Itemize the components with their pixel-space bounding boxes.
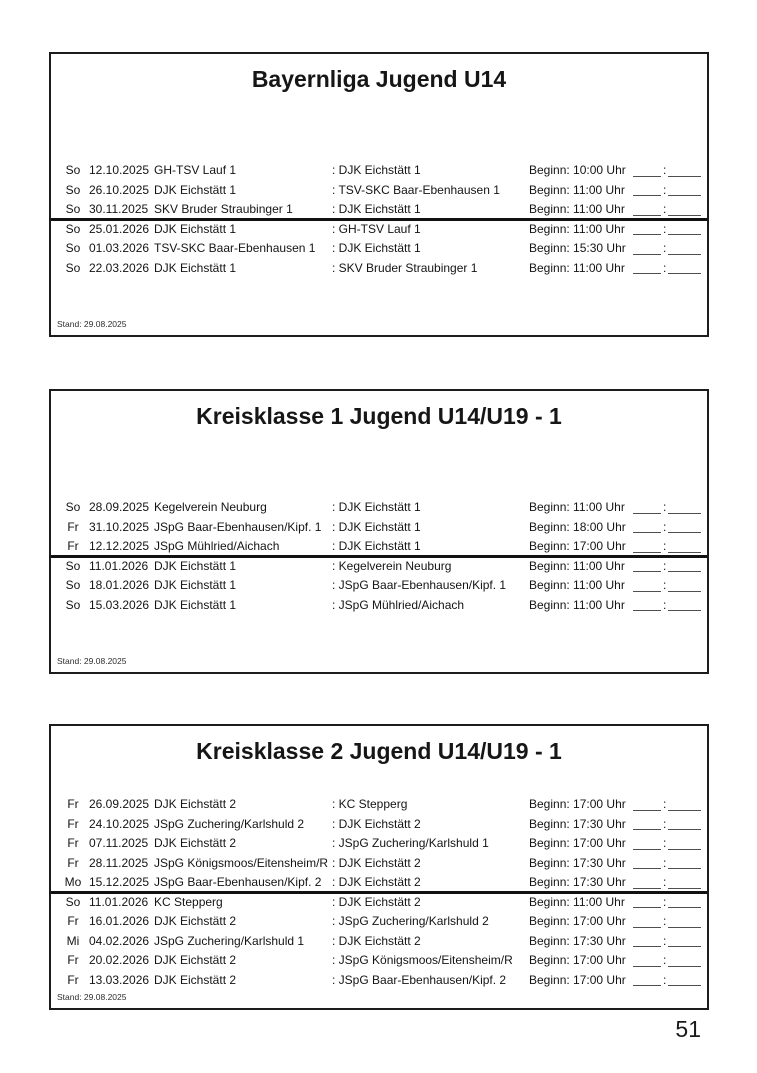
result-blank-line bbox=[633, 828, 661, 830]
start-time: Beginn: 11:00 Uhr bbox=[529, 894, 625, 909]
home-team: GH-TSV Lauf 1 bbox=[154, 163, 237, 177]
away-team: : DJK Eichstätt 1 bbox=[332, 519, 421, 534]
result-colon: : bbox=[663, 933, 667, 948]
home-team: DJK Eichstätt 1 bbox=[154, 260, 237, 275]
match-day: So bbox=[65, 202, 81, 216]
match-day: So bbox=[65, 163, 81, 177]
match-day: Fr bbox=[67, 914, 79, 928]
home-team: DJK Eichstätt 2 bbox=[154, 953, 237, 967]
result-blank bbox=[633, 795, 705, 815]
result-blank bbox=[633, 912, 705, 932]
result-blank-line bbox=[633, 609, 661, 611]
home-team: JSpG Baar-Ebenhausen/Kipf. 1 bbox=[154, 519, 322, 534]
result-colon: : bbox=[663, 558, 667, 573]
match-date: 12.12.2025 bbox=[89, 539, 150, 553]
away-team: : DJK Eichstätt 1 bbox=[332, 202, 421, 216]
result-blank-line bbox=[668, 531, 701, 533]
result-blank-line bbox=[633, 984, 661, 986]
home-team: JSpG Königsmoos/Eitensheim/R bbox=[154, 855, 329, 870]
match-day: Mo bbox=[64, 875, 82, 889]
result-colon: : bbox=[663, 539, 667, 553]
match-date: 20.02.2026 bbox=[89, 953, 150, 967]
result-blank bbox=[633, 518, 705, 538]
result-blank-line bbox=[668, 194, 701, 196]
match-day: So bbox=[65, 241, 81, 255]
match-date: 01.03.2026 bbox=[89, 241, 150, 255]
match-day: So bbox=[65, 182, 81, 197]
match-day: So bbox=[65, 260, 81, 275]
start-time: Beginn: 17:00 Uhr bbox=[529, 797, 626, 811]
match-date: 24.10.2025 bbox=[89, 816, 150, 831]
result-blank bbox=[633, 854, 705, 874]
result-blank-line bbox=[633, 175, 661, 177]
page-number: 51 bbox=[675, 1016, 701, 1042]
start-time: Beginn: 18:00 Uhr bbox=[529, 519, 626, 534]
start-time: Beginn: 11:00 Uhr bbox=[529, 202, 625, 216]
away-team: : DJK Eichstätt 1 bbox=[332, 500, 421, 514]
result-blank bbox=[633, 951, 705, 971]
home-team: DJK Eichstätt 1 bbox=[154, 558, 237, 573]
start-time: Beginn: 17:00 Uhr bbox=[529, 539, 626, 553]
match-date: 22.03.2026 bbox=[89, 260, 150, 275]
start-time: Beginn: 17:00 Uhr bbox=[529, 914, 626, 928]
result-blank bbox=[633, 498, 705, 518]
match-day: So bbox=[65, 578, 81, 592]
match-date: 04.02.2026 bbox=[89, 933, 150, 948]
match-date: 31.10.2025 bbox=[89, 519, 150, 534]
away-team: : Kegelverein Neuburg bbox=[332, 558, 452, 573]
result-blank bbox=[633, 576, 705, 596]
start-time: Beginn: 17:00 Uhr bbox=[529, 953, 626, 967]
start-time: Beginn: 11:00 Uhr bbox=[529, 221, 625, 236]
result-blank bbox=[633, 220, 705, 240]
result-blank bbox=[633, 971, 705, 991]
table-title: Kreisklasse 2 Jugend U14/U19 - 1 bbox=[196, 738, 562, 764]
start-time: Beginn: 11:00 Uhr bbox=[529, 558, 625, 573]
away-team: : JSpG Baar-Ebenhausen/Kipf. 1 bbox=[332, 578, 507, 592]
match-rows bbox=[51, 161, 707, 278]
match-day: So bbox=[65, 221, 81, 236]
start-time: Beginn: 17:00 Uhr bbox=[529, 972, 626, 987]
match-row bbox=[51, 893, 707, 913]
match-row bbox=[51, 259, 707, 279]
match-row bbox=[51, 181, 707, 201]
result-blank-line bbox=[668, 233, 701, 235]
result-blank-line bbox=[633, 848, 661, 850]
home-team: SKV Bruder Straubinger 1 bbox=[154, 202, 293, 216]
start-time: Beginn: 17:00 Uhr bbox=[529, 836, 626, 850]
away-team: : JSpG Baar-Ebenhausen/Kipf. 2 bbox=[332, 972, 507, 987]
stand-date: Stand: 29.08.2025 bbox=[57, 992, 127, 1002]
start-time: Beginn: 11:00 Uhr bbox=[529, 500, 625, 514]
result-blank-line bbox=[633, 512, 661, 514]
away-team: : JSpG Mühlried/Aichach bbox=[332, 597, 465, 612]
match-rows bbox=[51, 795, 707, 990]
match-date: 15.12.2025 bbox=[89, 875, 150, 889]
match-date: 25.01.2026 bbox=[89, 221, 150, 236]
match-date: 11.01.2026 bbox=[89, 894, 149, 909]
result-blank-line bbox=[633, 272, 661, 274]
home-team: DJK Eichstätt 1 bbox=[154, 182, 237, 197]
match-row bbox=[51, 537, 707, 557]
start-time: Beginn: 11:00 Uhr bbox=[529, 597, 625, 612]
result-blank-line bbox=[633, 867, 661, 869]
match-row bbox=[51, 596, 707, 616]
result-blank-line bbox=[633, 590, 661, 592]
result-blank-line bbox=[633, 233, 661, 235]
match-day: Fr bbox=[67, 539, 79, 553]
result-colon: : bbox=[663, 578, 667, 592]
match-date: 28.09.2025 bbox=[89, 500, 150, 514]
match-row bbox=[51, 932, 707, 952]
match-day: Fr bbox=[67, 855, 79, 870]
result-blank bbox=[633, 932, 705, 952]
table-title: Kreisklasse 1 Jugend U14/U19 - 1 bbox=[196, 403, 562, 429]
home-team: KC Stepperg bbox=[154, 894, 223, 909]
start-time: Beginn: 11:00 Uhr bbox=[529, 578, 625, 592]
result-colon: : bbox=[663, 953, 667, 967]
match-row bbox=[51, 854, 707, 874]
result-colon: : bbox=[663, 972, 667, 987]
away-team: : DJK Eichstätt 2 bbox=[332, 875, 421, 889]
away-team: : SKV Bruder Straubinger 1 bbox=[332, 260, 478, 275]
result-colon: : bbox=[663, 875, 667, 889]
start-time: Beginn: 10:00 Uhr bbox=[529, 163, 626, 177]
match-rows bbox=[51, 498, 707, 615]
result-blank-line bbox=[668, 214, 701, 216]
match-row bbox=[51, 220, 707, 240]
away-team: : DJK Eichstätt 2 bbox=[332, 816, 421, 831]
match-day: So bbox=[65, 558, 81, 573]
result-blank-line bbox=[633, 926, 661, 928]
away-team: : DJK Eichstätt 2 bbox=[332, 933, 421, 948]
result-blank-line bbox=[633, 214, 661, 216]
home-team: DJK Eichstätt 1 bbox=[154, 578, 237, 592]
match-day: So bbox=[65, 500, 81, 514]
result-blank bbox=[633, 873, 705, 893]
home-team: JSpG Baar-Ebenhausen/Kipf. 2 bbox=[154, 875, 322, 889]
result-blank-line bbox=[633, 965, 661, 967]
match-row bbox=[51, 912, 707, 932]
result-blank-line bbox=[668, 906, 701, 908]
match-date: 11.01.2026 bbox=[89, 558, 149, 573]
home-team: DJK Eichstätt 2 bbox=[154, 972, 237, 987]
match-row bbox=[51, 951, 707, 971]
away-team: : DJK Eichstätt 2 bbox=[332, 855, 421, 870]
match-row bbox=[51, 576, 707, 596]
match-date: 13.03.2026 bbox=[89, 972, 150, 987]
start-time: Beginn: 17:30 Uhr bbox=[529, 933, 626, 948]
result-blank-line bbox=[668, 828, 701, 830]
result-colon: : bbox=[663, 894, 667, 909]
away-team: : TSV-SKC Baar-Ebenhausen 1 bbox=[332, 182, 500, 197]
result-colon: : bbox=[663, 914, 667, 928]
result-blank-line bbox=[668, 590, 701, 592]
match-row bbox=[51, 971, 707, 991]
result-blank bbox=[633, 815, 705, 835]
result-blank-line bbox=[668, 965, 701, 967]
result-blank bbox=[633, 200, 705, 220]
match-row bbox=[51, 498, 707, 518]
match-date: 07.11.2025 bbox=[89, 836, 149, 850]
result-blank bbox=[633, 557, 705, 577]
match-row bbox=[51, 518, 707, 538]
stand-date: Stand: 29.08.2025 bbox=[57, 656, 127, 666]
match-day: Fr bbox=[67, 797, 79, 811]
away-team: : GH-TSV Lauf 1 bbox=[332, 221, 421, 236]
match-day: Fr bbox=[67, 953, 79, 967]
result-blank-line bbox=[633, 809, 661, 811]
start-time: Beginn: 17:30 Uhr bbox=[529, 855, 626, 870]
match-date: 12.10.2025 bbox=[89, 163, 150, 177]
result-blank-line bbox=[633, 253, 661, 255]
match-day: So bbox=[65, 597, 81, 612]
match-date: 30.11.2025 bbox=[89, 202, 149, 216]
match-row bbox=[51, 873, 707, 893]
away-team: : JSpG Königsmoos/Eitensheim/R bbox=[332, 953, 513, 967]
away-team: : DJK Eichstätt 1 bbox=[332, 241, 421, 255]
match-row bbox=[51, 557, 707, 577]
match-date: 26.09.2025 bbox=[89, 797, 150, 811]
result-colon: : bbox=[663, 260, 667, 275]
home-team: DJK Eichstätt 1 bbox=[154, 597, 237, 612]
home-team: DJK Eichstätt 1 bbox=[154, 221, 237, 236]
away-team: : DJK Eichstätt 2 bbox=[332, 894, 421, 909]
home-team: JSpG Zuchering/Karlshuld 1 bbox=[154, 933, 305, 948]
match-day: Fr bbox=[67, 836, 79, 850]
result-blank-line bbox=[668, 945, 701, 947]
start-time: Beginn: 17:30 Uhr bbox=[529, 816, 626, 831]
result-blank-line bbox=[668, 570, 701, 572]
match-row bbox=[51, 815, 707, 835]
away-team: : DJK Eichstätt 1 bbox=[332, 163, 421, 177]
schedule-table-kreisklasse-1 bbox=[49, 389, 709, 674]
match-date: 18.01.2026 bbox=[89, 578, 150, 592]
match-row bbox=[51, 200, 707, 220]
home-team: JSpG Zuchering/Karlshuld 2 bbox=[154, 816, 305, 831]
round-divider bbox=[51, 218, 707, 221]
stand-date: Stand: 29.08.2025 bbox=[57, 319, 127, 329]
match-day: Mi bbox=[66, 933, 80, 948]
result-blank-line bbox=[668, 887, 701, 889]
home-team: DJK Eichstätt 2 bbox=[154, 836, 237, 850]
match-row bbox=[51, 161, 707, 181]
result-blank-line bbox=[668, 512, 701, 514]
table-title: Bayernliga Jugend U14 bbox=[251, 66, 507, 92]
start-time: Beginn: 11:00 Uhr bbox=[529, 182, 625, 197]
result-colon: : bbox=[663, 797, 667, 811]
result-colon: : bbox=[663, 597, 667, 612]
start-time: Beginn: 11:00 Uhr bbox=[529, 260, 625, 275]
result-blank-line bbox=[668, 984, 701, 986]
result-blank bbox=[633, 181, 705, 201]
round-divider bbox=[51, 891, 707, 894]
home-team: DJK Eichstätt 2 bbox=[154, 797, 237, 811]
result-colon: : bbox=[663, 836, 667, 850]
match-row bbox=[51, 239, 707, 259]
result-blank bbox=[633, 893, 705, 913]
result-blank-line bbox=[668, 809, 701, 811]
result-blank bbox=[633, 161, 705, 181]
match-date: 28.11.2025 bbox=[89, 855, 149, 870]
result-blank bbox=[633, 239, 705, 259]
match-day: So bbox=[65, 894, 81, 909]
result-blank-line bbox=[668, 253, 701, 255]
schedule-table-bayernliga-u14 bbox=[49, 52, 709, 337]
match-row bbox=[51, 834, 707, 854]
match-day: Fr bbox=[67, 972, 79, 987]
result-blank-line bbox=[633, 551, 661, 553]
result-colon: : bbox=[663, 519, 667, 534]
match-date: 15.03.2026 bbox=[89, 597, 150, 612]
result-blank-line bbox=[668, 175, 701, 177]
result-colon: : bbox=[663, 855, 667, 870]
result-colon: : bbox=[663, 182, 667, 197]
match-row bbox=[51, 795, 707, 815]
result-blank-line bbox=[633, 906, 661, 908]
result-colon: : bbox=[663, 202, 667, 216]
result-colon: : bbox=[663, 163, 667, 177]
result-blank bbox=[633, 259, 705, 279]
result-blank-line bbox=[633, 194, 661, 196]
result-blank-line bbox=[633, 945, 661, 947]
result-blank-line bbox=[633, 887, 661, 889]
round-divider bbox=[51, 555, 707, 558]
home-team: Kegelverein Neuburg bbox=[154, 500, 267, 514]
result-colon: : bbox=[663, 500, 667, 514]
result-colon: : bbox=[663, 221, 667, 236]
result-blank bbox=[633, 834, 705, 854]
start-time: Beginn: 15:30 Uhr bbox=[529, 241, 626, 255]
result-blank-line bbox=[668, 551, 701, 553]
match-date: 26.10.2025 bbox=[89, 182, 150, 197]
result-colon: : bbox=[663, 241, 667, 255]
result-blank-line bbox=[668, 848, 701, 850]
away-team: : KC Stepperg bbox=[332, 797, 408, 811]
start-time: Beginn: 17:30 Uhr bbox=[529, 875, 626, 889]
result-colon: : bbox=[663, 816, 667, 831]
match-day: Fr bbox=[67, 816, 79, 831]
result-blank bbox=[633, 537, 705, 557]
away-team: : DJK Eichstätt 1 bbox=[332, 539, 421, 553]
result-blank-line bbox=[633, 570, 661, 572]
match-date: 16.01.2026 bbox=[89, 914, 150, 928]
result-blank bbox=[633, 596, 705, 616]
away-team: : JSpG Zuchering/Karlshuld 2 bbox=[332, 914, 489, 928]
result-blank-line bbox=[668, 926, 701, 928]
home-team: DJK Eichstätt 2 bbox=[154, 914, 237, 928]
home-team: JSpG Mühlried/Aichach bbox=[154, 539, 280, 553]
result-blank-line bbox=[668, 272, 701, 274]
match-day: Fr bbox=[67, 519, 79, 534]
result-blank-line bbox=[668, 867, 701, 869]
result-blank-line bbox=[668, 609, 701, 611]
result-blank-line bbox=[633, 531, 661, 533]
away-team: : JSpG Zuchering/Karlshuld 1 bbox=[332, 836, 489, 850]
home-team: TSV-SKC Baar-Ebenhausen 1 bbox=[154, 241, 316, 255]
schedule-table-kreisklasse-2 bbox=[49, 724, 709, 1010]
